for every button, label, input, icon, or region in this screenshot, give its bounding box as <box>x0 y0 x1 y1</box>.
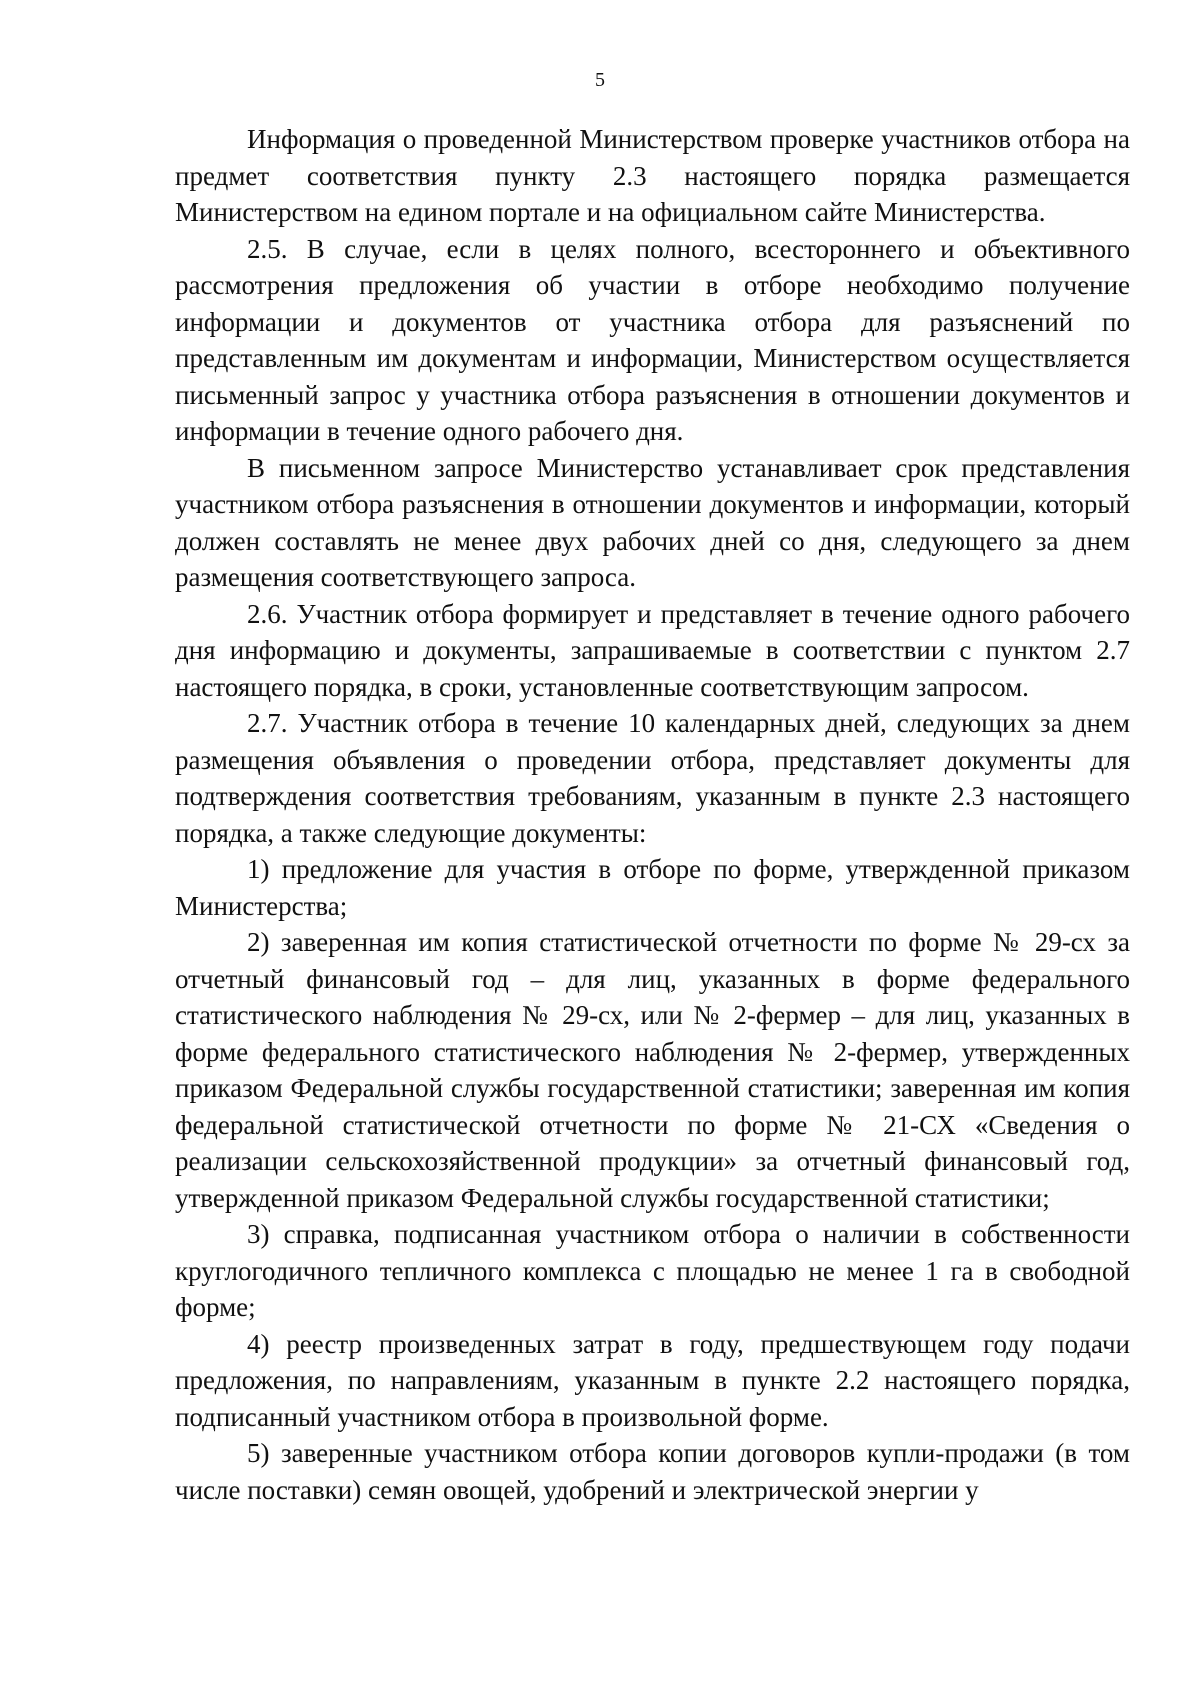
list-item-5-contracts: 5) заверенные участником отбора копии договоров купли-продажи (в том числе поставки) семян овощей, удобрений и электрической энергии у <box>175 1438 1130 1505</box>
document-body <box>175 121 1130 1508</box>
list-item-4-cost-register: 4) реестр произведенных затрат в году, предшествующем году подачи предложения, по направлениям, указанным в пункте 2.2 настоящего порядка, подписанный участником отбора в произвольной форме. <box>175 1328 1130 1432</box>
list-item-2-statistics: 2) заверенная им копия статистической отчетности по форме № 29-сх за отчетный финансовый год – для лиц, указанных в форме федерального статистического наблюдения № 29-сх, или № 2-фермер – для лиц, указанных в форме федерального статистического наблюдения № 2-фермер, утвержденных приказом Федеральной службы государственной статистики; заверенная им копия федеральной статистической отчетности по форме № 21-СХ «Сведения о реализации сельскохозяйственной продукции» за отчетный финансовый год, утвержденной приказом Федеральной службы государственной статистики; <box>175 927 1130 1213</box>
paragraph-2-5: 2.5. В случае, если в целях полного, всестороннего и объективного рассмотрения предложения об участии в отборе необходимо получение информации и документов от участника отбора для разъяснений по представленным им документам и информации, Министерством осуществляется письменный запрос у участника отбора разъяснения в отношении документов и информации в течение одного рабочего дня. <box>175 233 1130 446</box>
list-item-3-certificate: 3) справка, подписанная участником отбора о наличии в собственности круглогодичного тепличного комплекса с площадью не менее 1 га в свободной форме; <box>175 1219 1130 1322</box>
list-item-1-proposal: 1) предложение для участия в отборе по форме, утвержденной приказом Министерства; <box>175 854 1130 921</box>
page-number: 5 <box>595 69 605 91</box>
paragraph-2-7: 2.7. Участник отбора в течение 10 календарных дней, следующих за днем размещения объявления о проведении отбора, представляет документы для подтверждения соответствия требованиям, указанным в пункте 2.3 настоящего порядка, а также следующие документы: <box>175 708 1130 848</box>
paragraph-2-6: 2.6. Участник отбора формирует и представляет в течение одного рабочего дня информацию и документы, запрашиваемые в соответствии с пунктом 2.7 настоящего порядка, в сроки, установленные соответствующим запросом. <box>175 598 1130 702</box>
paragraph-written-request: В письменном запросе Министерство устанавливает срок представления участником отбора разъяснения в отношении документов и информации, который должен составлять не менее двух рабочих дней со дня, следующего за днем размещения соответствующего запроса. <box>175 452 1130 592</box>
paragraph-ministry-check-info: Информация о проведенной Министерством проверке участников отбора на предмет соответствия пункту 2.3 настоящего порядка размещается Министерством на едином портале и на официальном сайте Министерства. <box>175 124 1130 227</box>
